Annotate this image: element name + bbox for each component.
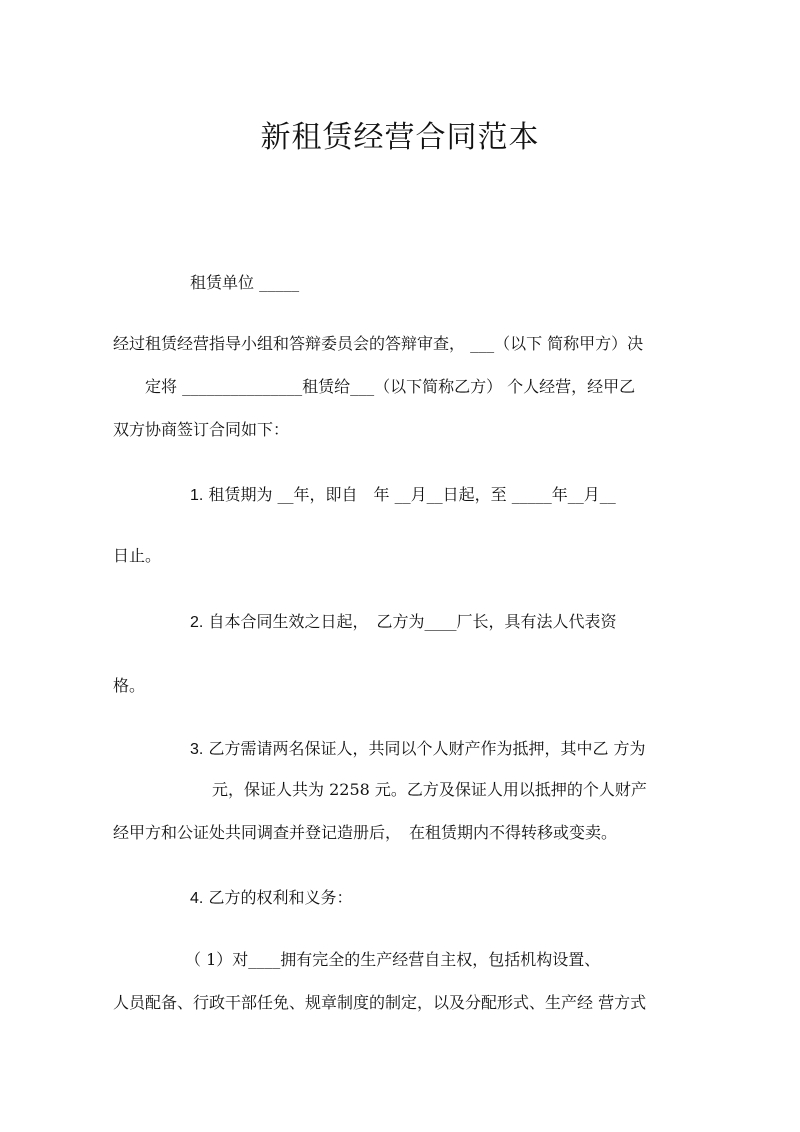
clause-3-text: 乙方需请两名保证人，共同以个人财产作为抵押，其中乙 方为 bbox=[208, 739, 646, 758]
clause-1-number: 1. bbox=[190, 487, 204, 504]
clause-2-line-1 bbox=[190, 612, 616, 633]
clause-3-line-2: 元，保证人共为 2258 元。乙方及保证人用以抵押的个人财产 bbox=[212, 780, 647, 799]
clause-2-line-2: 格。 bbox=[113, 676, 146, 695]
lessor-unit-line: 租赁单位 _____ bbox=[190, 273, 300, 292]
clause-4-item-1-line-2: 人员配备、行政干部任免、规章制度的制定，以及分配形式、生产经 营方式 bbox=[113, 993, 647, 1012]
page-title: 新租赁经营合同范本 bbox=[260, 120, 540, 155]
clause-1-text: 租赁期为 __年，即自 年 __月__日起，至 _____年__月__ bbox=[208, 485, 616, 504]
clause-2-text: 自本合同生效之日起， 乙方为____厂长，具有法人代表资 bbox=[208, 612, 617, 631]
clause-4-item-1-line-1: （ 1）对____拥有完全的生产经营自主权，包括机构设置、 bbox=[185, 950, 601, 969]
clause-4-text: 乙方的权利和义务： bbox=[208, 888, 353, 907]
clause-3-line-1 bbox=[190, 739, 646, 760]
clause-4-number: 4. bbox=[190, 890, 204, 907]
clause-3-line-3: 经甲方和公证处共同调查并登记造册后， 在租赁期内不得转移或变卖。 bbox=[113, 823, 618, 842]
clause-1-line-2: 日止。 bbox=[113, 546, 162, 565]
intro-line-2: 定将 _______________租赁给___（以下简称乙方） 个人经营，经甲乙 bbox=[145, 377, 636, 396]
intro-line-1: 经过租赁经营指导小组和答辩委员会的答辩审查， ___（以下 简称甲方）决 bbox=[113, 334, 644, 353]
intro-line-3: 双方协商签订合同如下： bbox=[113, 420, 290, 439]
clause-4-line-1 bbox=[190, 888, 352, 909]
clause-3-number: 3. bbox=[190, 741, 204, 758]
clause-1-line-1 bbox=[190, 485, 616, 506]
clause-2-number: 2. bbox=[190, 614, 204, 631]
